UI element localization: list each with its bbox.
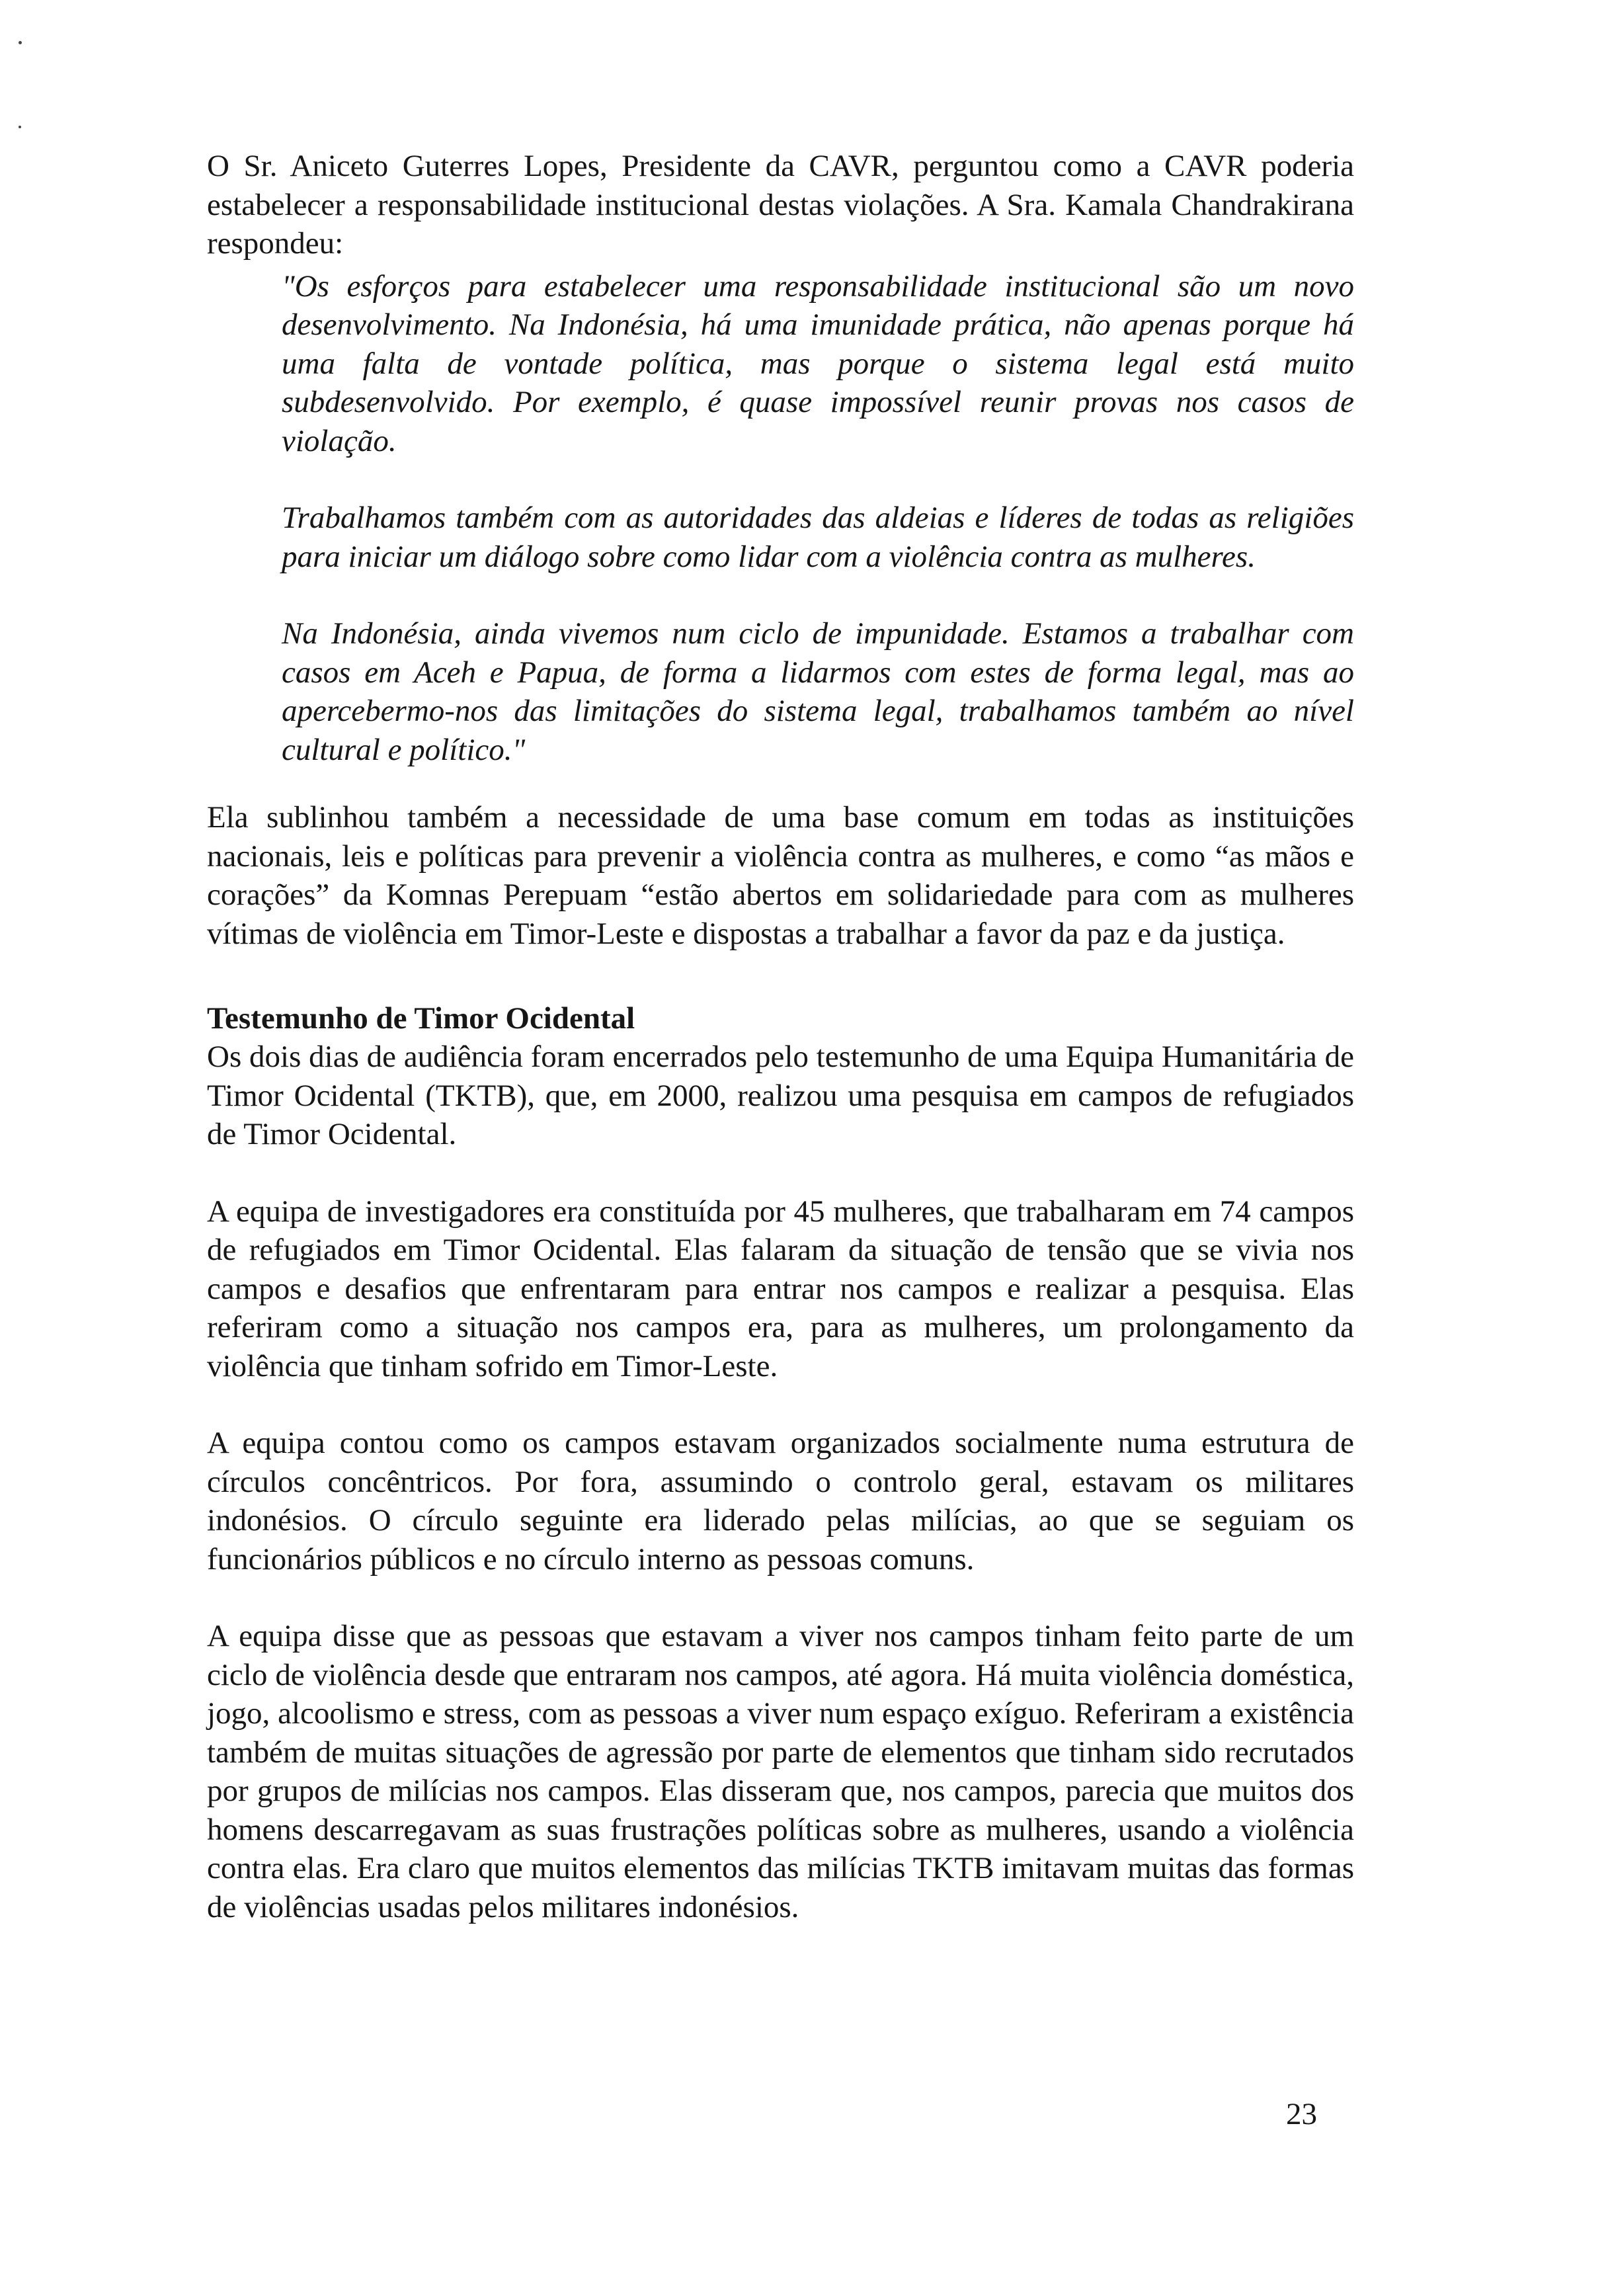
section-heading: Testemunho de Timor Ocidental — [207, 1001, 635, 1036]
quote-paragraph-3: Na Indonésia, ainda vivemos num ciclo de impunidade. Estamos a trabalhar com casos em Aceh e Papua, de forma a lidarmos com estes de forma legal, mas ao apercebermo-nos das limitações do sistema legal, trabalhamos também ao nível cultural e político." — [282, 616, 1354, 767]
page-number: 23 — [1286, 2097, 1317, 2131]
quote-paragraph-1: "Os esforços para estabelecer uma responsabilidade institucional são um novo desenvolvimento. Na Indonésia, há uma imunidade prática, não apenas porque há uma falta de vontade política, mas porque o sistema legal está muito subdesenvolvido. Por exemplo, é quase impossível reunir provas nos casos de violação. — [282, 268, 1354, 458]
scan-mark — [19, 126, 21, 128]
section-paragraph-4: A equipa disse que as pessoas que estavam a viver nos campos tinham feito parte de um ciclo de violência desde que entraram nos campos, até agora. Há muita violência doméstica, jogo, alcoolismo e stress, com as pessoas a viver num espaço exíguo. Referiram a existência também de muitas situações de agressão por parte de elementos que tinham sido recrutados por grupos de milícias nos campos. Elas disseram que, nos campos, parecia que muitos dos homens descarregavam as suas frustrações políticas sobre as mulheres, usando a violência contra elas. Era claro que muitos elementos das milícias TKTB imitavam muitas das formas de violências usadas pelos militares indonésios. — [207, 1619, 1354, 1924]
intro-paragraph: O Sr. Aniceto Guterres Lopes, Presidente da CAVR, perguntou como a CAVR poderia estabelecer a responsabilidade institucional destas violações. A Sra. Kamala Chandrakirana respondeu: — [207, 149, 1354, 261]
section-paragraph-1: Os dois dias de audiência foram encerrados pelo testemunho de uma Equipa Humanitária de Timor Ocidental (TKTB), que, em 2000, realizou uma pesquisa em campos de refugiados de Timor Ocidental. — [207, 1040, 1354, 1151]
testimony-quote — [282, 267, 1354, 770]
body-paragraph: Ela sublinhou também a necessidade de uma base comum em todas as instituições nacionais, leis e políticas para prevenir a violência contra as mulheres, e como “as mãos e corações” da Komnas Perepuam “estão abertos em solidariedade para com as mulheres vítimas de violência em Timor-Leste e dispostas a trabalhar a favor da paz e da justiça. — [207, 800, 1354, 951]
quote-paragraph-2: Trabalhamos também com as autoridades das aldeias e líderes de todas as religiões para iniciar um diálogo sobre como lidar com a violência contra as mulheres. — [282, 501, 1354, 574]
scan-mark — [19, 41, 22, 44]
section-paragraph-2: A equipa de investigadores era constituída por 45 mulheres, que trabalharam em 74 campos de refugiados em Timor Ocidental. Elas falaram da situação de tensão que se vivia nos campos e desafios que enfrentaram para entrar nos campos e realizar a pesquisa. Elas referiram como a situação nos campos era, para as mulheres, um prolongamento da violência que tinham sofrido em Timor-Leste. — [207, 1194, 1354, 1383]
document-page — [207, 147, 1354, 1926]
section-paragraph-3: A equipa contou como os campos estavam organizados socialmente numa estrutura de círculos concêntricos. Por fora, assumindo o controlo geral, estavam os militares indonésios. O círculo seguinte era liderado pelas milícias, ao que se seguiam os funcionários públicos e no círculo interno as pessoas comuns. — [207, 1426, 1354, 1577]
